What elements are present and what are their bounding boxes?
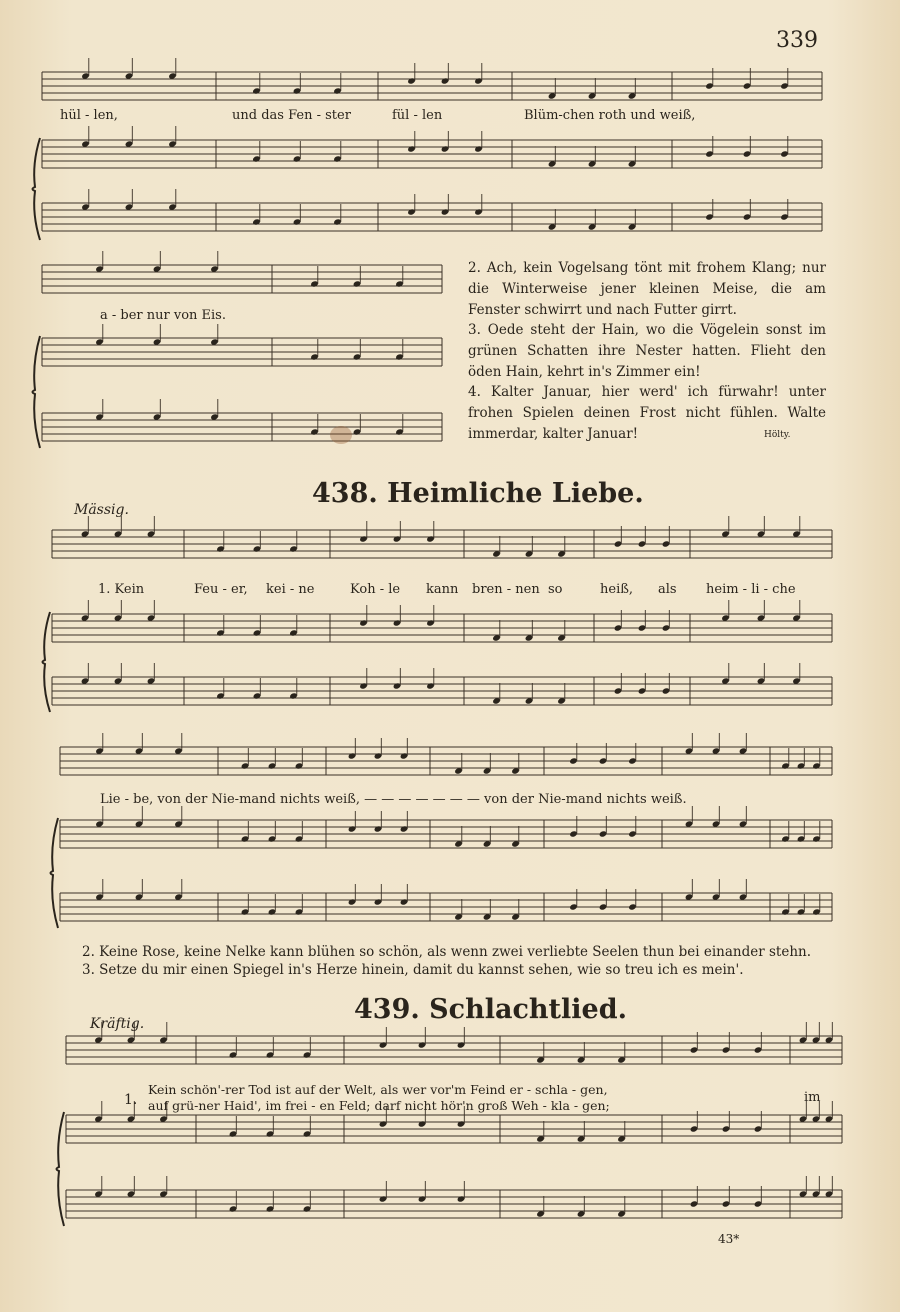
top-vocal-staff: [42, 72, 822, 100]
top-verse-4: 4. Kalter Januar, hier werd' ich fürwahr! unter frohen Spielen deinen Frost nicht fühlen. Walte immerdar, kalter Januar!: [468, 384, 826, 442]
system-brace: [57, 1112, 65, 1226]
s438-lyric-9: als: [658, 582, 677, 597]
s439-lyric-line2: auf grü-ner Haid', im frei - en Feld; darf nicht hör'n groß Weh - kla - gen;: [148, 1098, 610, 1113]
song-438-tempo: Mässig.: [74, 502, 129, 518]
staff-notes: [95, 251, 404, 288]
top-lyric-1: hül - len,: [60, 108, 118, 123]
song-439-title: 439. Schlachtlied.: [354, 994, 627, 1025]
top-piano-lower: [42, 203, 822, 231]
s438-lyric-8: heiß,: [600, 582, 634, 597]
s438-lyric-6: bren - nen: [472, 582, 540, 597]
system-brace: [33, 336, 41, 448]
s438-piano-upper-1: [52, 614, 832, 642]
s439-verse-number: 1.: [124, 1092, 138, 1108]
s438-lyric-1: 1. Kein: [98, 582, 145, 597]
top-lyric-3: fül - len: [392, 108, 443, 123]
system-brace: [43, 612, 51, 712]
system-brace: [33, 138, 41, 240]
system-brace: [51, 818, 59, 928]
s438-lyric-row2: Lie - be, von der Nie-mand nichts weiß, — — — — — — — von der Nie-mand nichts weiß.: [100, 792, 687, 807]
s438-stanza-3: 3. Setze du mir einen Spiegel in's Herze hinein, damit du kannst sehen, wie so treu ich es mein'.: [82, 962, 744, 978]
top-verse-2: 2. Ach, kein Vogelsang tönt mit frohem Klang; nur die Winterweise jener kleinen Meise, die am Fenster schwirrt und nach Futter girrt.: [468, 260, 826, 318]
song-438-title: 438. Heimliche Liebe.: [312, 478, 644, 509]
s438-lyric-2: Feu - er,: [194, 582, 248, 597]
top-piano-upper: [42, 140, 822, 168]
s439-lyric-after: im: [804, 1090, 821, 1105]
top-lyric-2: und das Fen - ster: [232, 108, 351, 123]
s438-lyric-4: Koh - le: [350, 582, 401, 597]
top-lyric-5: a - ber nur von Eis.: [100, 308, 226, 323]
song-439-tempo: Kräftig.: [90, 1016, 145, 1032]
s439-lyric-line1: Kein schön'-rer Tod ist auf der Welt, als wer vor'm Feind er - schla - gen,: [148, 1082, 608, 1097]
s438-lyric-10: heim - li - che: [706, 582, 796, 597]
s438-lyric-5: kann: [426, 582, 459, 597]
top-verse-3: 3. Oede steht der Hain, wo die Vögelein sonst im grünen Schatten ihre Nester hatten. Flieht den öden Hain, kehrt in's Zimmer ein!: [468, 322, 826, 380]
page-number: 339: [776, 28, 818, 53]
s438-vocal-staff-1: [52, 530, 832, 558]
top-lyric-4: Blüm-chen roth und weiß,: [524, 108, 696, 123]
s438-stanza-2: 2. Keine Rose, keine Nelke kann blühen so schön, als wenn zwei verliebte Seelen thun bei einander stehn.: [82, 944, 811, 960]
s438-lyric-3: kei - ne: [266, 582, 315, 597]
author-credit: Hölty.: [764, 430, 791, 440]
signature-mark: 43*: [718, 1232, 740, 1246]
staff-notes: [95, 399, 404, 436]
s438-lyric-7: so: [548, 582, 563, 597]
paper-stain: [330, 426, 352, 444]
s438-piano-lower-1: [52, 677, 832, 705]
staff-notes: [95, 324, 404, 361]
